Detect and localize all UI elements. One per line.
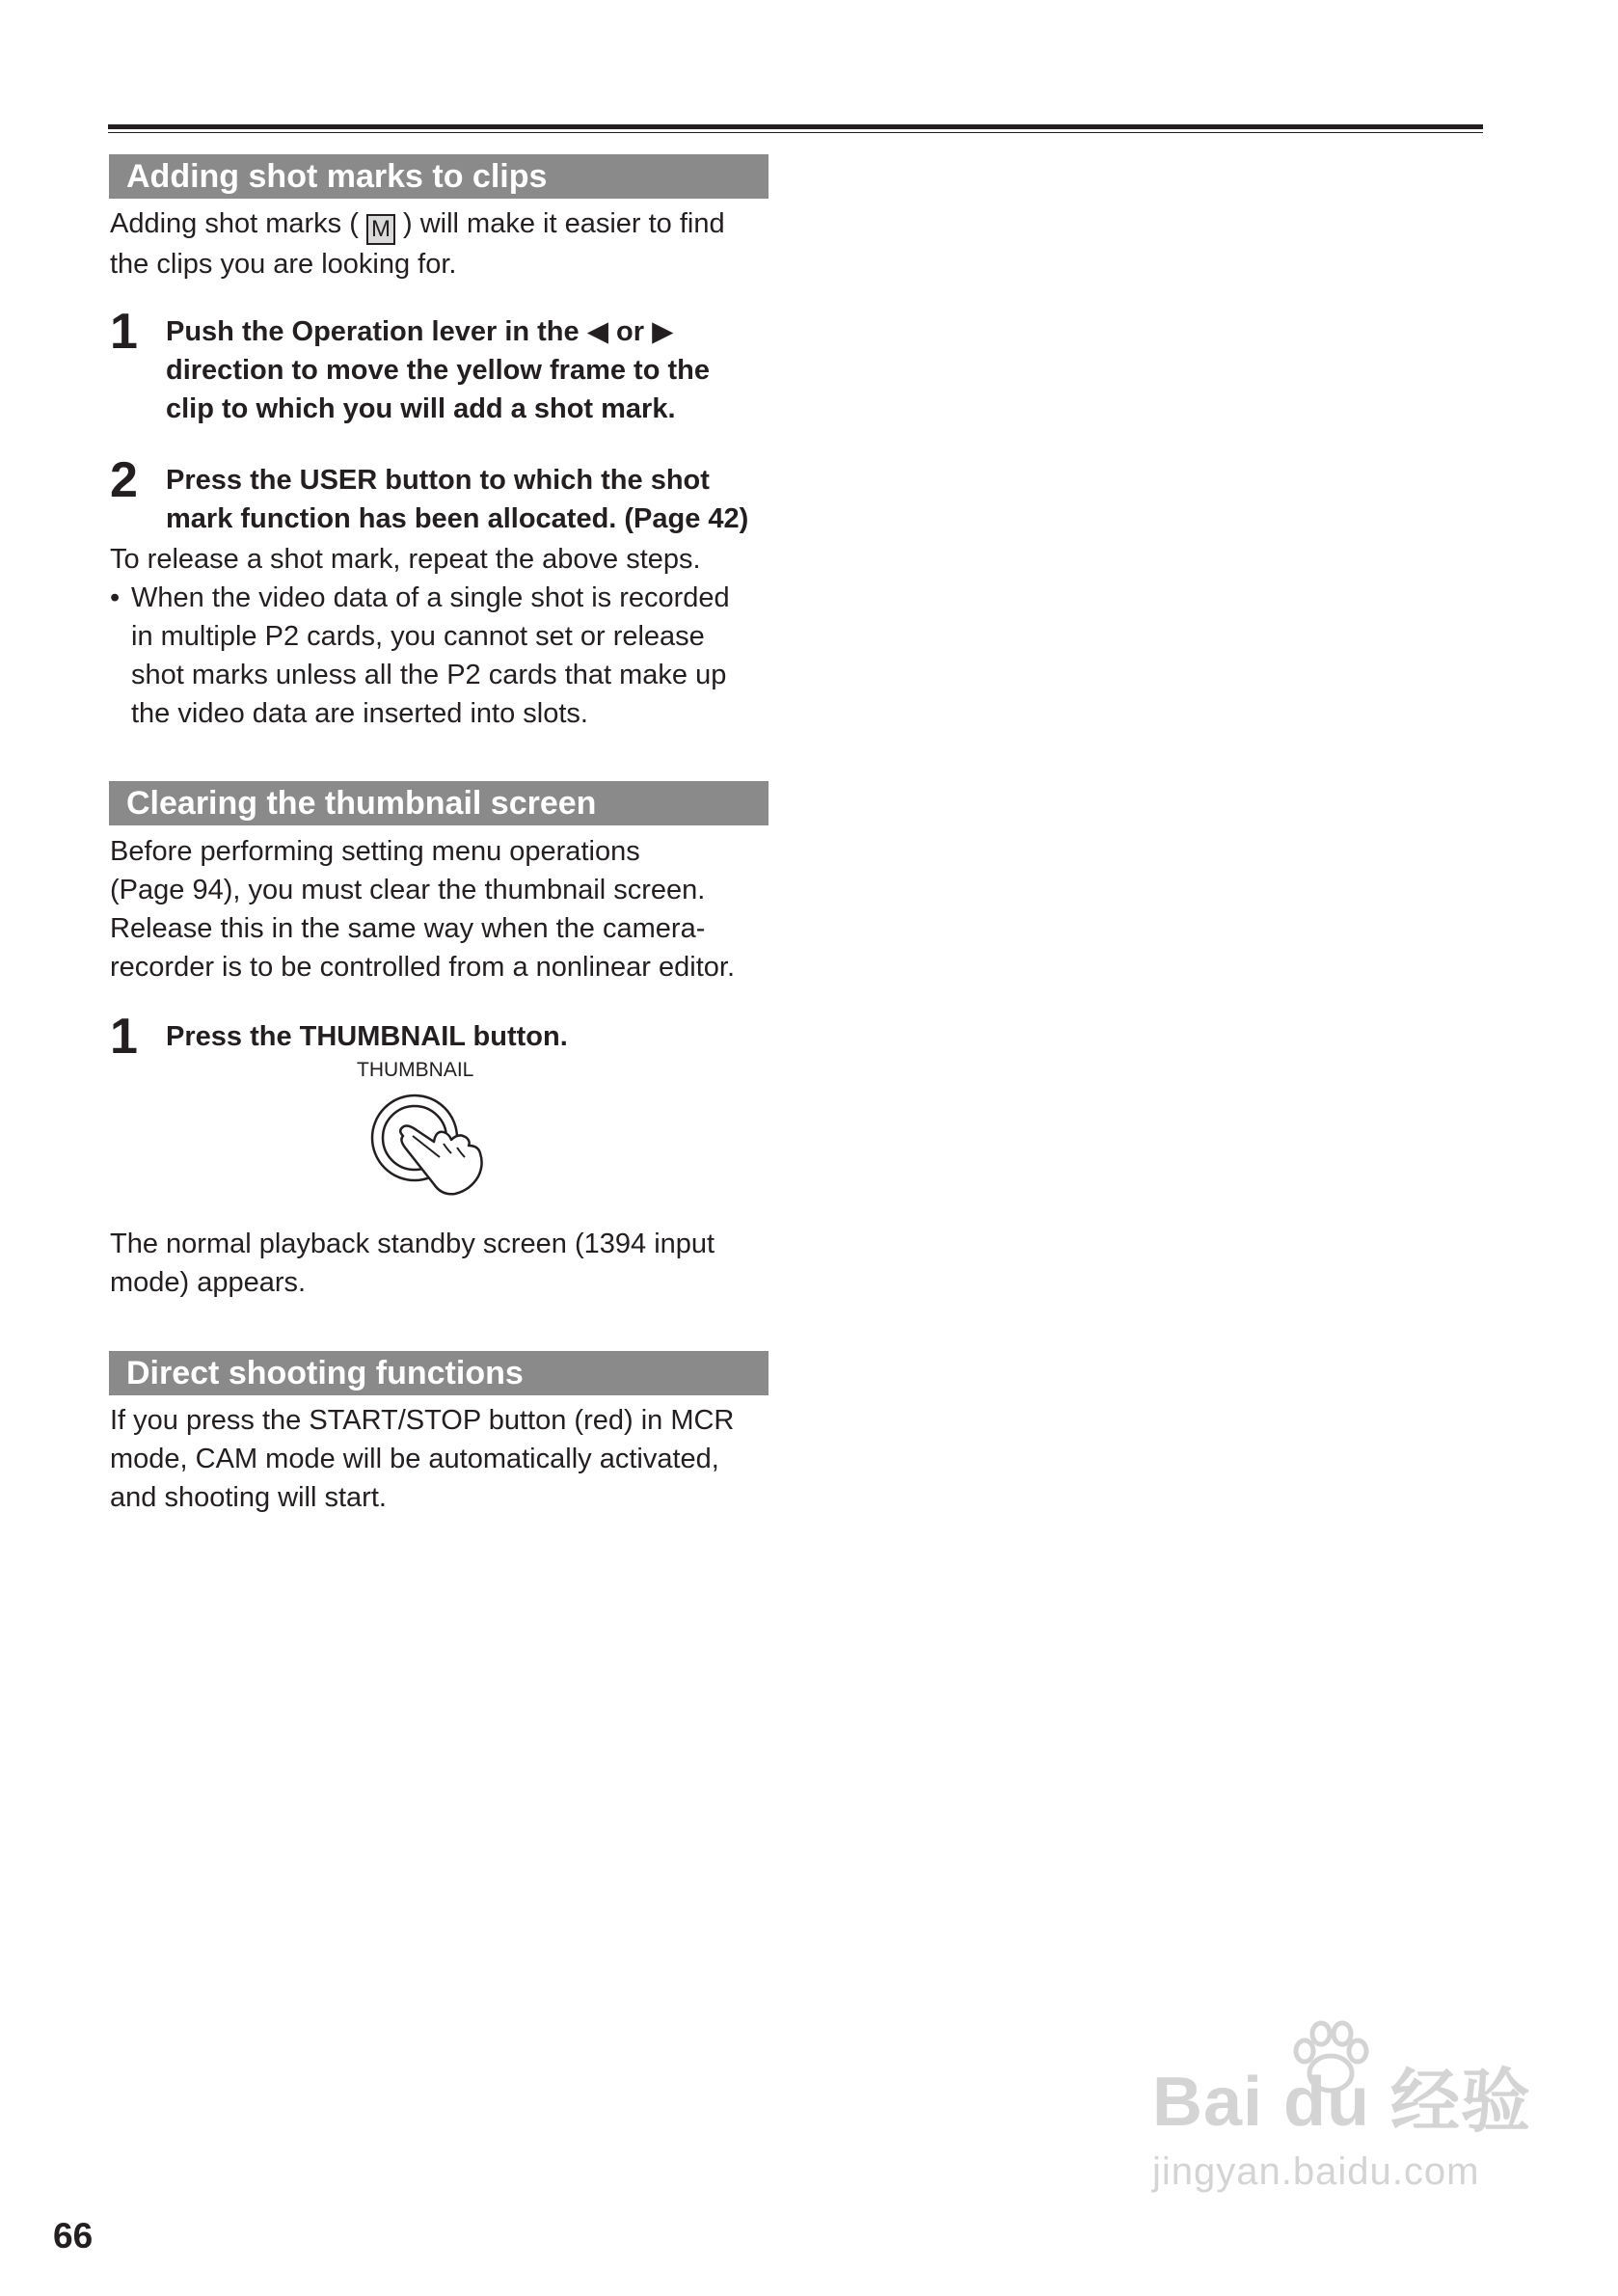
top-rule-thin (108, 132, 1483, 133)
hand-press-button-icon (366, 1088, 530, 1201)
intro-before: Adding shot marks ( (110, 208, 366, 239)
baidu-watermark (1152, 2064, 1531, 2195)
shot-mark-symbol: M (366, 214, 395, 245)
para-line: If you press the START/STOP button (red) in MCR (110, 1405, 735, 1436)
step-text: Press the THUMBNAIL button. (166, 1021, 568, 1052)
para-line: Release this in the same way when the camera- (110, 913, 706, 944)
clearing-intro (110, 832, 785, 986)
shot-marks-step-2 (110, 452, 804, 538)
para-line: Before performing setting menu operations (110, 836, 640, 867)
shot-marks-note (110, 579, 785, 733)
bullet-line: in multiple P2 cards, you cannot set or release (131, 621, 705, 652)
step-line: clip to which you will add a shot mark. (166, 393, 676, 424)
para-line: mode, CAM mode will be automatically activated, (110, 1444, 719, 1474)
step-number: 1 (110, 1009, 138, 1065)
watermark-logo: Bai du 经验 (1152, 2064, 1532, 2141)
bullet-dot: • (110, 582, 121, 613)
intro-line2: the clips you are looking for. (110, 249, 457, 280)
para-line: and shooting will start. (110, 1482, 387, 1513)
step-text (166, 312, 804, 428)
step-line: mark function has been allocated. (Page 42) (166, 503, 749, 534)
bullet-line: When the video data of a single shot is recorded (131, 582, 730, 613)
clearing-step-1 (110, 1009, 804, 1065)
bullet-text (131, 579, 785, 733)
shot-marks-step-1 (110, 304, 804, 428)
step-line: direction to move the yellow frame to the (166, 355, 710, 386)
step-number: 2 (110, 452, 138, 508)
para-line: (Page 94), you must clear the thumbnail screen. (110, 875, 706, 905)
para-line: The normal playback standby screen (1394 input (110, 1229, 715, 1259)
bullet-line: shot marks unless all the P2 cards that make up (131, 660, 727, 690)
intro-after: ) will make it easier to find (394, 208, 725, 239)
shot-marks-intro (110, 204, 785, 284)
top-rule-thick (108, 124, 1483, 129)
bullet-line: the video data are inserted into slots. (131, 698, 588, 729)
step-line: Push the Operation lever in the ◀ or ▶ (166, 316, 674, 347)
page-number: 66 (53, 2216, 94, 2255)
release-text: To release a shot mark, repeat the above steps. (110, 544, 701, 575)
para-line: mode) appears. (110, 1267, 307, 1298)
step-line: Press the USER button to which the shot (166, 465, 710, 496)
baidu-paw-icon (1287, 2020, 1374, 2097)
section-header-shot-marks: Adding shot marks to clips (109, 154, 769, 199)
watermark-url: jingyan.baidu.com (1152, 2150, 1480, 2193)
thumbnail-button-label: THUMBNAIL (357, 1059, 474, 1081)
para-line: recorder is to be controlled from a nonlinear editor. (110, 952, 736, 983)
clearing-result (110, 1225, 785, 1302)
section-header-clearing: Clearing the thumbnail screen (109, 781, 769, 825)
section-header-direct-shooting: Direct shooting functions (109, 1351, 769, 1395)
step-number: 1 (110, 304, 138, 360)
step-text (166, 461, 804, 538)
direct-shooting-text (110, 1401, 785, 1517)
